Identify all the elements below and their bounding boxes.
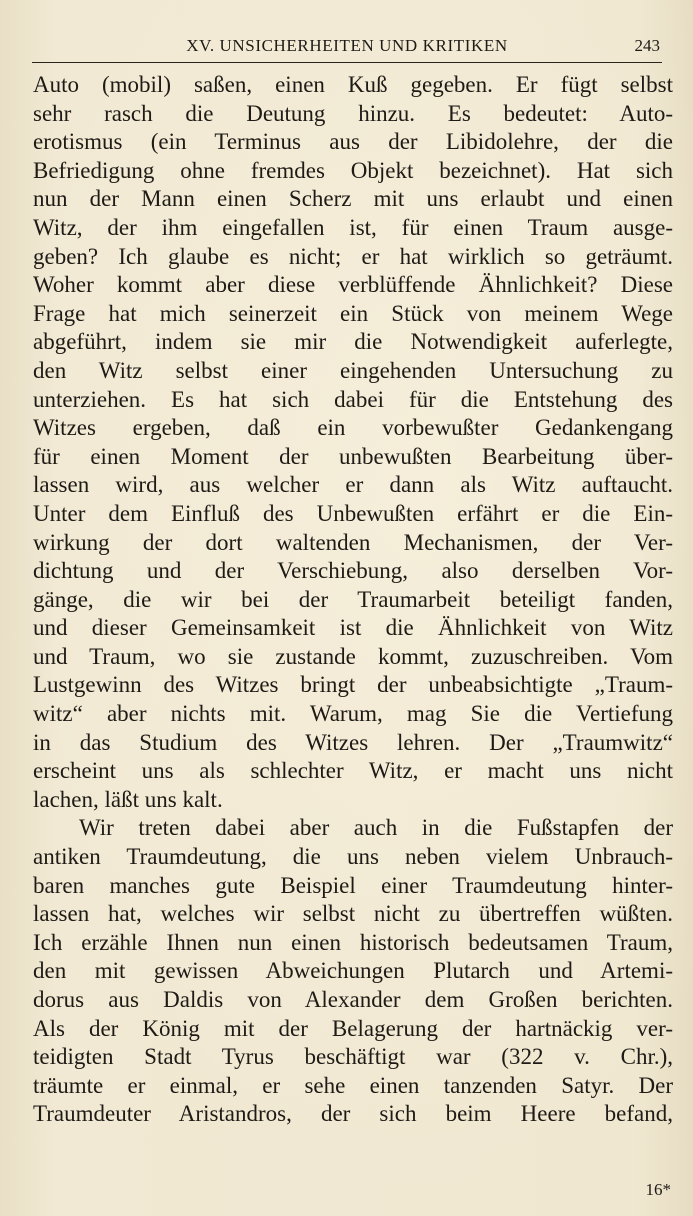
text-line: Witz, der ihm eingefallen ist, für einen Traum ausge- <box>33 214 673 240</box>
text-line: den Witz selbst einer eingehenden Untersuchung zu <box>33 357 673 383</box>
text-line: witz“ aber nichts mit. Warum, mag Sie die Vertiefung <box>33 701 673 727</box>
text-line: Woher kommt aber diese verblüffende Ähnlichkeit? Diese <box>33 272 673 298</box>
text-line: nun der Mann einen Scherz mit uns erlaubt und einen <box>33 186 673 212</box>
text-line: dichtung und der Verschiebung, also derselben Vor- <box>33 558 673 584</box>
text-line: Auto (mobil) saßen, einen Kuß gegeben. Er fügt selbst <box>33 72 673 97</box>
text-line: Frage hat mich seinerzeit ein Stück von meinem Wege <box>33 300 673 326</box>
text-line: gänge, die wir bei der Traumarbeit beteiligt fanden, <box>33 586 673 612</box>
text-line: wirkung der dort waltenden Mechanismen, der Ver- <box>33 529 673 555</box>
text-line: lassen wird, aus welcher er dann als Witz auftaucht. <box>33 472 673 498</box>
running-title: XV. UNSICHERHEITEN UND KRITIKEN <box>186 36 508 55</box>
text-line: in das Studium des Witzes lehren. Der „Traumwitz“ <box>33 729 673 755</box>
text-line: erscheint uns als schlechter Witz, er macht uns nicht <box>33 758 673 784</box>
text-line: sehr rasch die Deutung hinzu. Es bedeutet: Auto- <box>33 100 673 126</box>
text-line: abgeführt, indem sie mir die Notwendigkeit auferlegte, <box>33 329 673 355</box>
text-line: baren manches gute Beispiel einer Traumdeutung hinter- <box>33 872 673 898</box>
text-line: träumte er einmal, er sehe einen tanzenden Satyr. Der <box>33 1072 673 1098</box>
page-number: 243 <box>634 36 660 55</box>
text-line: lassen hat, welches wir selbst nicht zu übertreffen wüßten. <box>33 901 673 927</box>
text-line: und Traum, wo sie zustande kommt, zuzuschreiben. Vom <box>33 643 673 669</box>
text-line: dorus aus Daldis von Alexander dem Großen berichten. <box>33 987 673 1012</box>
text-line: Befriedigung ohne fremdes Objekt bezeichnet). Hat sich <box>33 157 673 183</box>
text-line: unterziehen. Es hat sich dabei für die Entstehung des <box>33 386 673 412</box>
text-line: und dieser Gemeinsamkeit ist die Ähnlichkeit von Witz <box>33 615 673 641</box>
signature-mark: 16* <box>645 1180 671 1199</box>
text-line: Als der König mit der Belagerung der hartnäckig ver- <box>33 1015 673 1041</box>
text-line: geben? Ich glaube es nicht; er hat wirklich so geträumt. <box>33 243 673 269</box>
text-line: Ich erzähle Ihnen nun einen historisch bedeutsamen Traum, <box>33 929 673 955</box>
text-line: erotismus (ein Terminus aus der Libidolehre, der die <box>33 129 673 155</box>
text-line: für einen Moment der unbewußten Bearbeitung über- <box>33 443 673 469</box>
text-line: antiken Traumdeutung, die uns neben vielem Unbrauch- <box>33 844 673 870</box>
text-line: Wir treten dabei aber auch in die Fußstapfen der <box>79 815 673 841</box>
text-line: teidigten Stadt Tyrus beschäftigt war (322 v. Chr.), <box>33 1044 673 1070</box>
body-text <box>33 71 673 1129</box>
text-line: Traumdeuter Aristandros, der sich beim Heere befand, <box>33 1101 673 1127</box>
text-line: lachen, läßt uns kalt. <box>33 786 223 812</box>
text-line: Unter dem Einfluß des Unbewußten erfährt er die Ein- <box>33 500 673 526</box>
text-line: Lustgewinn des Witzes bringt der unbeabsichtigte „Traum- <box>33 672 673 698</box>
text-line: den mit gewissen Abweichungen Plutarch und Artemi- <box>33 958 673 984</box>
text-line: Witzes ergeben, daß ein vorbewußter Gedankengang <box>33 415 673 441</box>
running-head <box>32 34 662 63</box>
